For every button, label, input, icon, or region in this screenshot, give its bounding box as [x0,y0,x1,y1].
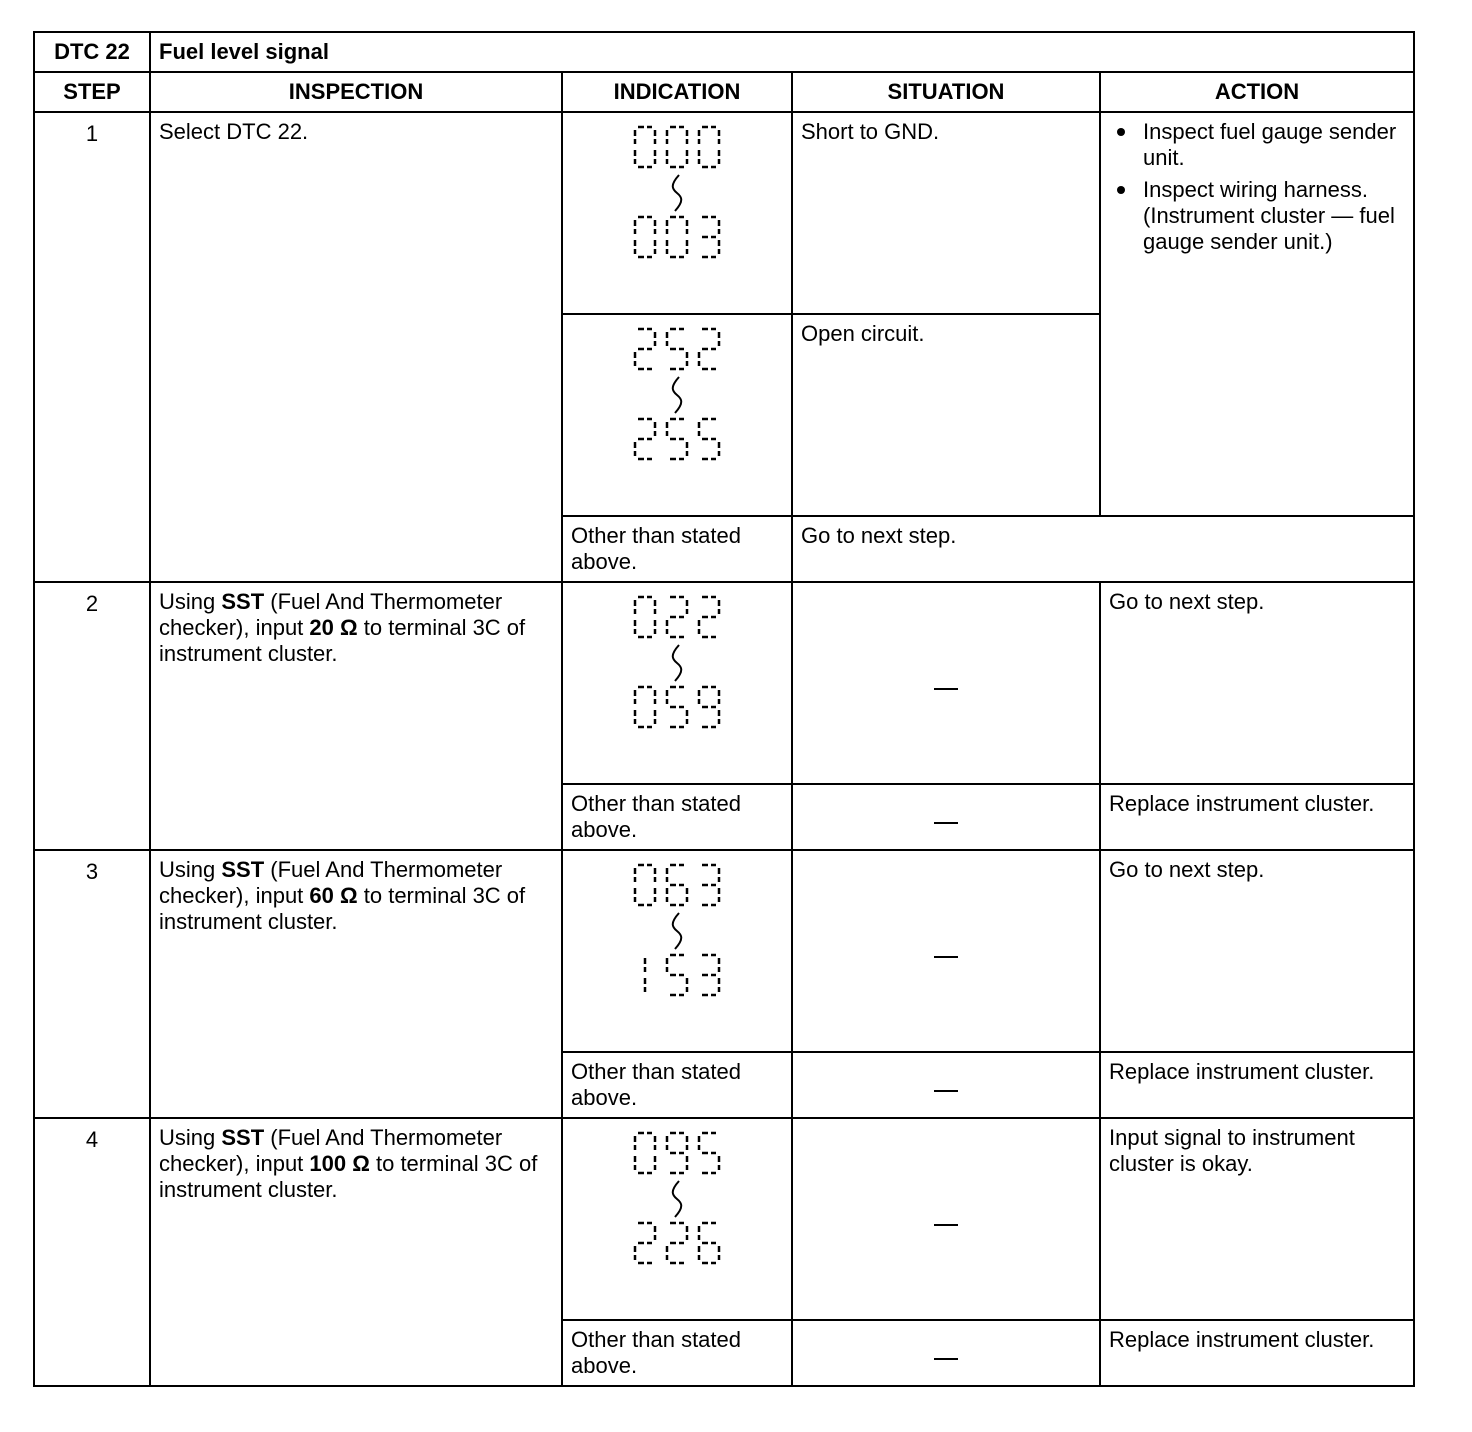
step-2-row-a [34,582,1414,784]
indication-range [562,582,792,784]
indication-range [562,850,792,1052]
inspection-text: Using [159,589,222,614]
dash-mark [934,1224,958,1226]
inspection-text: to terminal 3C of instrument cluster. [159,883,526,934]
inspection-value: 20 Ω [309,615,358,640]
step-1-action [1100,112,1414,516]
range-tilde-icon [670,911,684,951]
indication-display-end [627,1219,727,1269]
action-cell: Replace instrument cluster. [1100,1052,1414,1118]
indication-display-start [627,325,727,375]
situation-cell: Open circuit. [792,314,1100,516]
dtc-title: Fuel level signal [150,32,1414,72]
indication-display-start [627,861,727,911]
inspection-text: Using [159,857,222,882]
action-cell: Input signal to instrument cluster is okay. [1100,1118,1414,1320]
header-indication: INDICATION [562,72,792,112]
situation-dash [792,850,1100,1052]
indication-range [562,112,792,314]
step-number: 2 [34,582,150,850]
header-action: ACTION [1100,72,1414,112]
situation-dash [792,1052,1100,1118]
header-inspection: INSPECTION [150,72,562,112]
indication-display-start [627,123,727,173]
column-header-row [34,72,1414,112]
step-number: 1 [34,112,150,582]
inspection-text: (Fuel And Thermometer checker), input [159,1125,503,1176]
indication-display-end [627,213,727,263]
indication-display-end [627,951,727,1001]
step-number: 4 [34,1118,150,1386]
action-list-item: Inspect fuel gauge sender unit. [1143,119,1405,171]
situation-dash [792,1118,1100,1320]
inspection-text: (Fuel And Thermometer checker), input [159,589,503,640]
dtc-code: DTC 22 [34,32,150,72]
situation-dash [792,1320,1100,1386]
inspection-sst: SST [221,589,265,614]
inspection-text: to terminal 3C of instrument cluster. [159,615,526,666]
indication-other: Other than stated above. [562,784,792,850]
dash-mark [934,822,958,824]
range-tilde-icon [670,643,684,683]
inspection-value: 100 Ω [309,1151,370,1176]
inspection-value: 60 Ω [309,883,358,908]
dtc-title-row [34,32,1414,72]
inspection-sst: SST [221,857,265,882]
step-1-row-a [34,112,1414,314]
action-cell: Replace instrument cluster. [1100,1320,1414,1386]
step-4-inspection [150,1118,562,1386]
indication-other: Other than stated above. [562,1052,792,1118]
indication-other: Other than stated above. [562,516,792,582]
action-list [1109,119,1405,255]
step-4-row-a [34,1118,1414,1320]
situation-cell: Short to GND. [792,112,1100,314]
action-cell: Go to next step. [1100,582,1414,784]
dtc-table-sheet [33,31,1413,1387]
inspection-text: Using [159,1125,222,1150]
dtc-22-table [33,31,1415,1387]
inspection-sst: SST [221,1125,265,1150]
step-3-row-a [34,850,1414,1052]
dash-mark [934,956,958,958]
indication-display-start [627,593,727,643]
range-tilde-icon [670,173,684,213]
dash-mark [934,1358,958,1360]
situation-cell: Go to next step. [792,516,1414,582]
indication-range [562,314,792,516]
situation-dash [792,784,1100,850]
step-2-inspection [150,582,562,850]
header-situation: SITUATION [792,72,1100,112]
header-step: STEP [34,72,150,112]
indication-display-end [627,683,727,733]
dash-mark [934,688,958,690]
action-list-item: Inspect wiring harness. (Instrument cluster — fuel gauge sender unit.) [1143,177,1405,255]
step-1-inspection: Select DTC 22. [150,112,562,582]
action-cell: Replace instrument cluster. [1100,784,1414,850]
situation-dash [792,582,1100,784]
action-cell: Go to next step. [1100,850,1414,1052]
indication-range [562,1118,792,1320]
step-3-inspection [150,850,562,1118]
inspection-text: to terminal 3C of instrument cluster. [159,1151,538,1202]
indication-display-end [627,415,727,465]
range-tilde-icon [670,1179,684,1219]
indication-display-start [627,1129,727,1179]
range-tilde-icon [670,375,684,415]
indication-other: Other than stated above. [562,1320,792,1386]
dash-mark [934,1090,958,1092]
step-number: 3 [34,850,150,1118]
inspection-text: (Fuel And Thermometer checker), input [159,857,503,908]
